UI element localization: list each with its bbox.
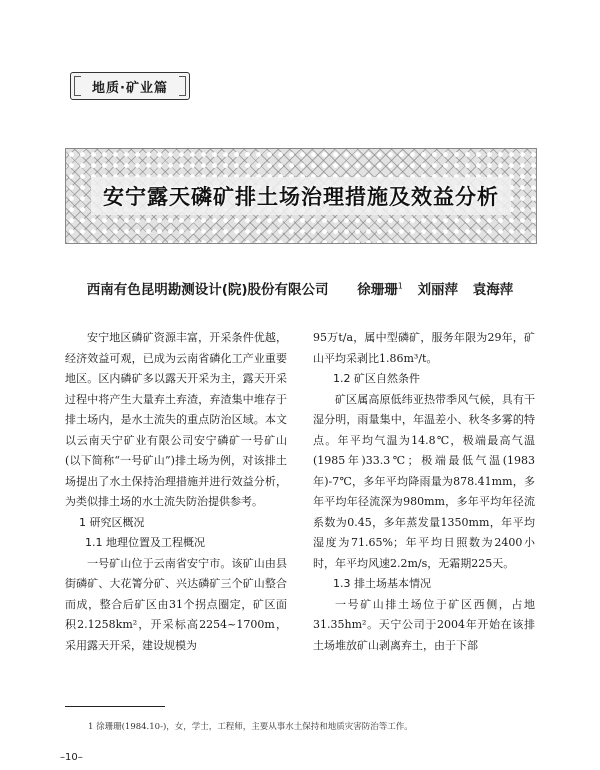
subsection-heading: 1.3 排土场基本情况 — [333, 577, 431, 590]
subsection-heading: 1.1 地理位置及工程概况 — [85, 536, 205, 549]
section-heading: 1 研究区概况 — [79, 515, 145, 529]
left-column — [65, 328, 287, 656]
author-name: 徐珊珊$^1$ — [357, 281, 403, 298]
body-paragraph: 一号矿山排土场位于矿区西侧，占地31.35hm²。天宁公司于2004年开始在该排土场堆放矿山剥离弃土，由于下部 — [313, 597, 535, 652]
author-name: 袁海萍 — [472, 282, 514, 298]
section-tag-label: 地质·矿业篇 — [92, 80, 168, 96]
page-number: –10– — [60, 752, 83, 763]
byline — [0, 278, 600, 298]
body-paragraph: 一号矿山位于云南省安宁市。该矿山由县街磷矿、大花箐分矿、兴达磷矿三个矿山整合而成，整合后矿区由31个拐点圈定，矿区面积2.1258km²，开采标高2254~1700m，采用露天开采，建设规模为 — [65, 556, 287, 652]
affiliation: 西南有色昆明勘测设计(院)股份有限公司 — [86, 282, 329, 298]
footnote-rule — [65, 706, 165, 707]
body-paragraph-continued: 95万t/a，属中型磷矿，服务年限为29年，矿山平均采剥比1.86m³/t。 — [313, 331, 535, 365]
footnote: 1 徐珊珊(1984.10-)，女，学士，工程师，主要从事水土保持和地质灾害防治等工作。 — [88, 722, 413, 732]
section-tag — [70, 72, 190, 100]
right-column — [313, 328, 535, 656]
title-banner — [65, 148, 537, 244]
body-paragraph: 矿区属高原低纬亚热带季风气候，具有干湿分明，雨量集中，年温差小、秋冬多雾的特点。年平均气温为14.8℃，极端最高气温(1985年)33.3℃；极端最低气温(1983年)-7℃，多年平均降雨量为878.41mm，多年平均年径流深为980mm，多年平均年径流系数为0.45，多年蒸发量1350mm，年平均湿度为71.65%；年平均日照数为2400小时，年平均风速2.2m/s，无霜期225天。 — [313, 392, 535, 570]
author-footnote-mark: 1 — [397, 281, 403, 291]
article-title: 安宁露天磷矿排土场治理措施及效益分析 — [103, 184, 499, 209]
subsection-heading: 1.2 矿区自然条件 — [333, 372, 420, 385]
author-name: 刘丽萍 — [417, 282, 459, 298]
body-paragraph: 安宁地区磷矿资源丰富，开采条件优越，经济效益可观，已成为云南省磷化工产业重要地区。区内磷矿多以露天开采为主，露天开采过程中将产生大量弃土弃渣，弃渣集中堆存于排土场内，是水土流失的重点防治区域。本文以云南天宁矿业有限公司安宁磷矿一号矿山(以下简称“一号矿山”)排土场为例，对该排土场提出了水土保持治理措施并进行效益分析，为类似排土场的水土流失防治提供参考。 — [65, 331, 287, 508]
title-band — [91, 177, 511, 215]
